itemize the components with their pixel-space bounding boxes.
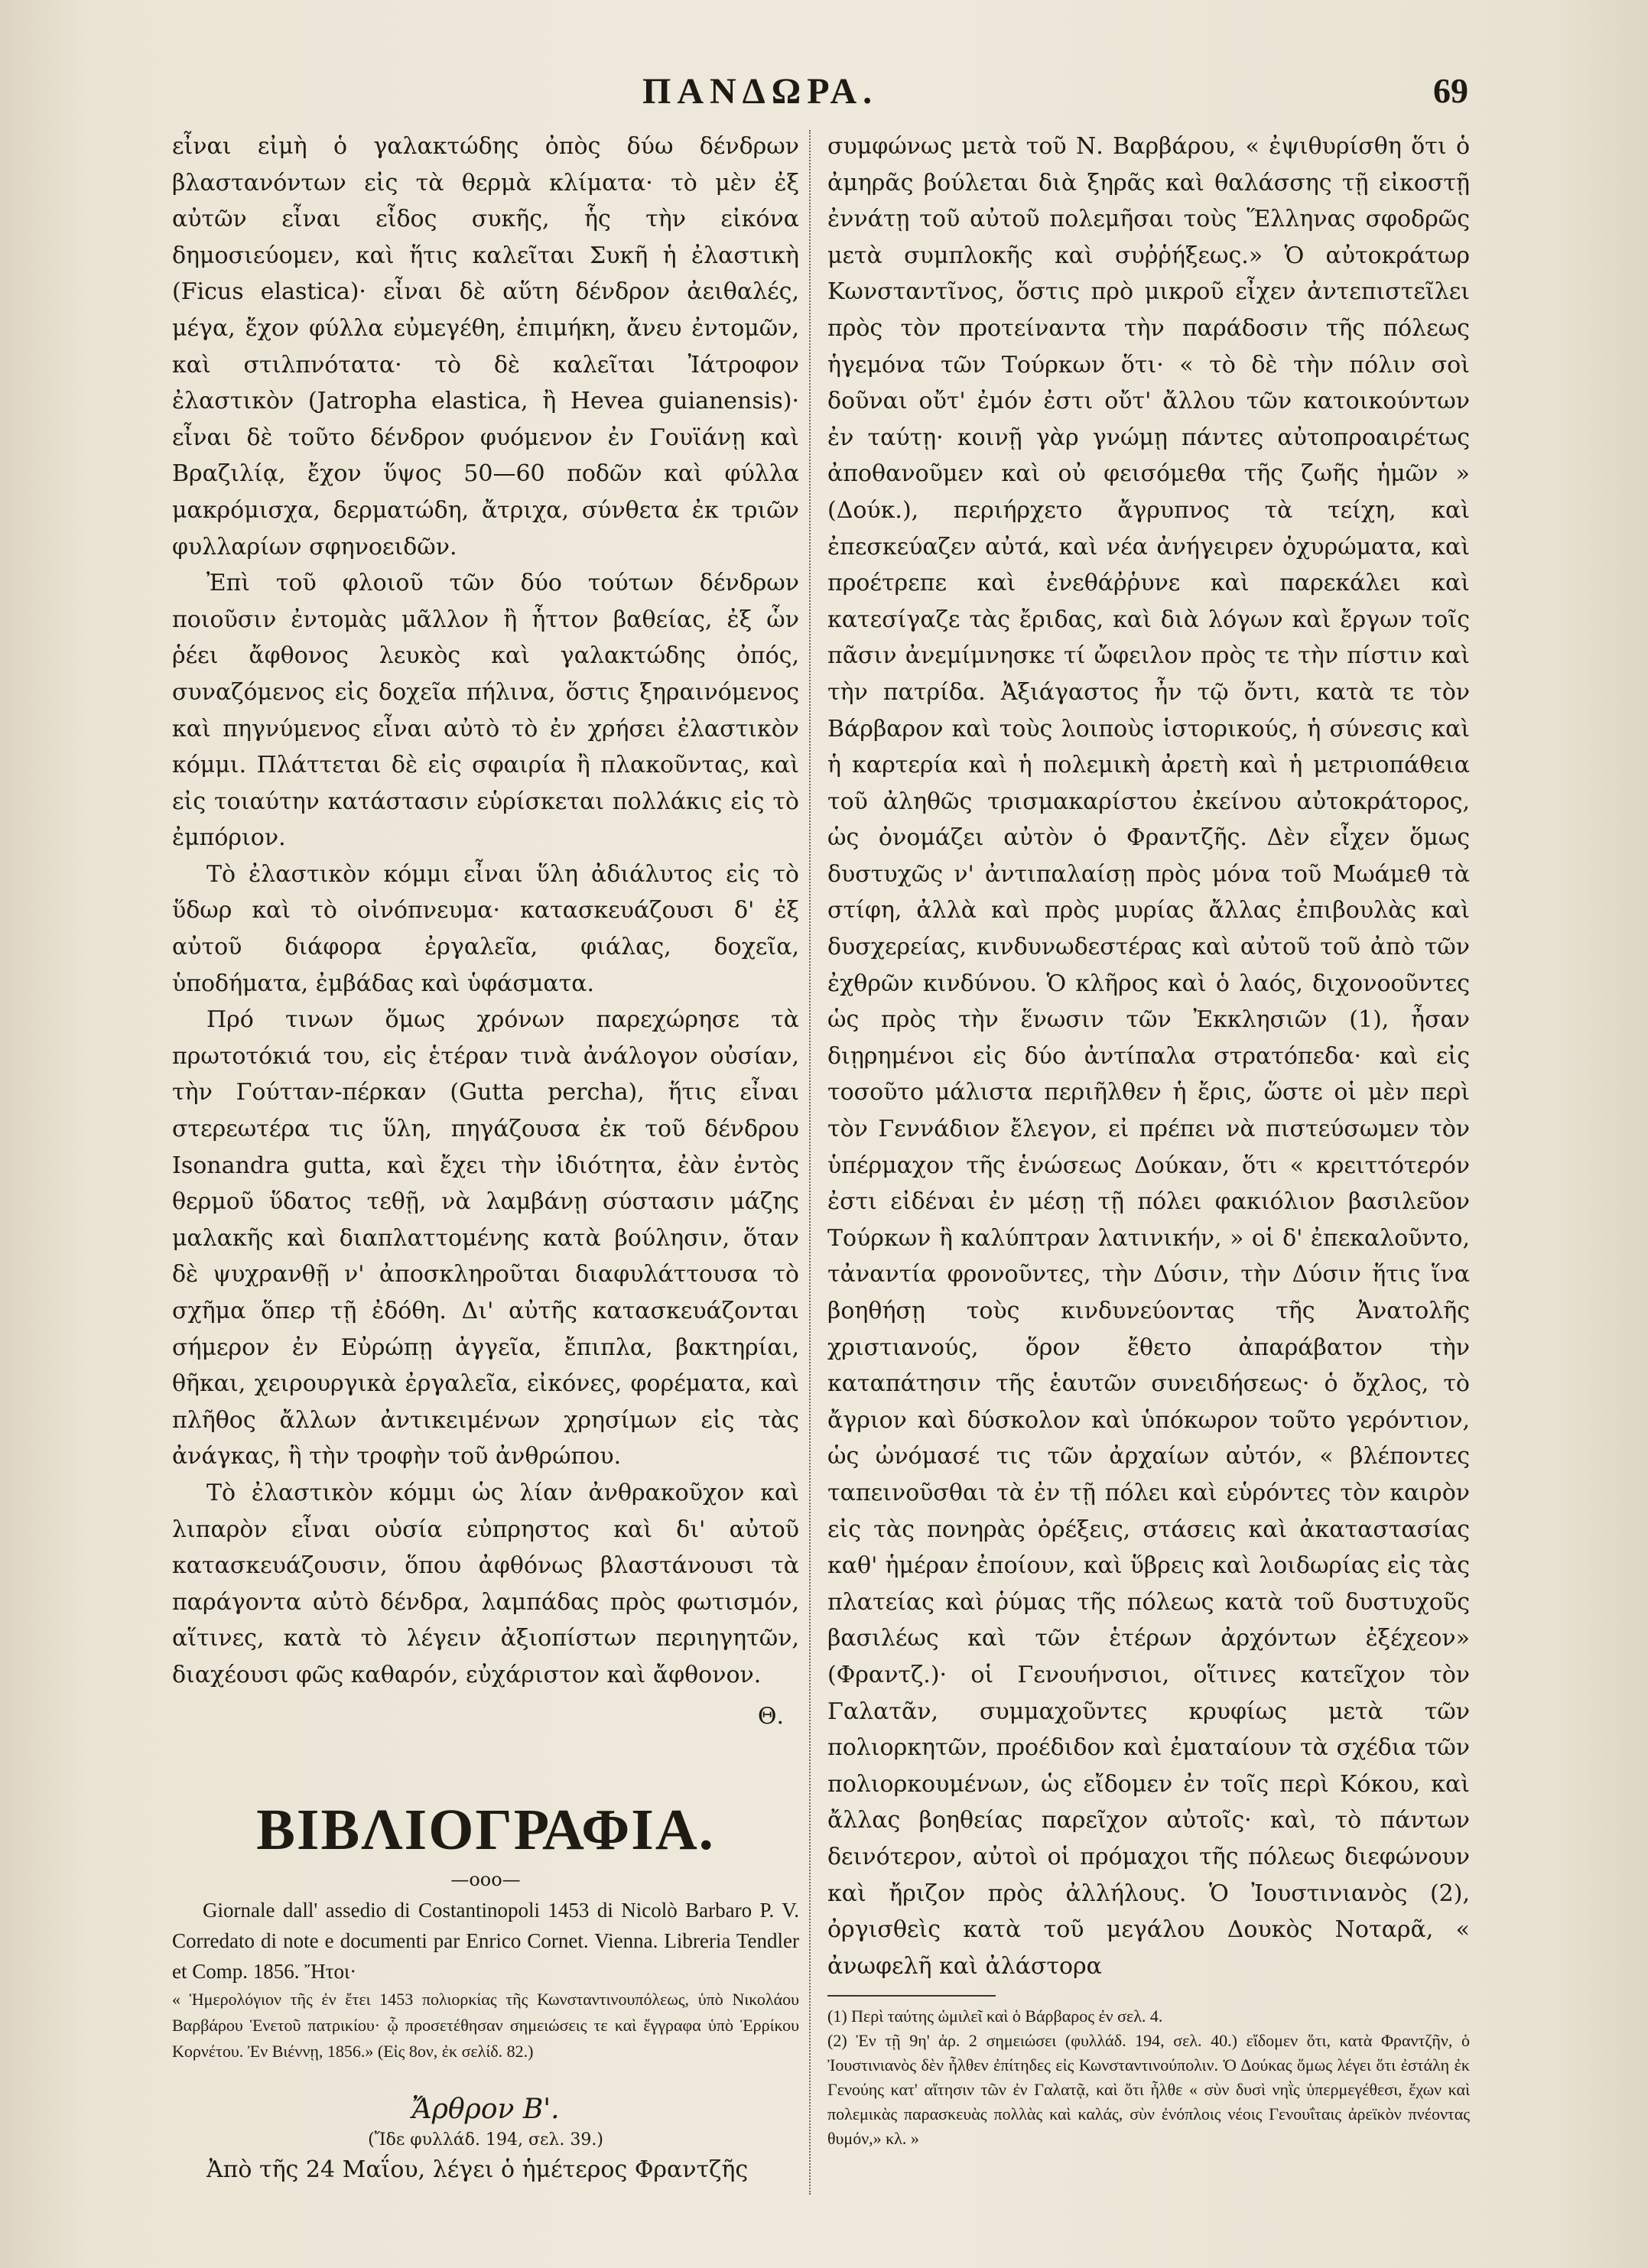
section-heading: ΒΙΒΛΙΟΓΡΑΦΙΑ. bbox=[256, 1798, 715, 1863]
column-divider bbox=[809, 130, 811, 2195]
article-opening: Ἀπὸ τῆς 24 Μαΐου, λέγει ὁ ἡμέτερος Φραντζῆς bbox=[206, 2156, 749, 2184]
ornament-divider: —ooo— bbox=[450, 1869, 521, 1891]
bibliography-entry: Giornale dall' assedio di Costantinopoli 1453 di Nicolò Barbaro P. V. Corredato di note e documenti par Enrico Cornet. Vienna. Libreria Tendler et Comp. 1856. Ἤτοι· bbox=[172, 1899, 799, 1984]
page-number: 69 bbox=[1433, 71, 1468, 110]
article-note: (Ἴδε φυλλάδ. 194, σελ. 39.) bbox=[368, 2130, 603, 2150]
article-paragraph: εἶναι εἰμὴ ὁ γαλακτώδης ὀπὸς δύω δένδρων βλαστανόντων εἰς τὰ θερμὰ κλίματα· τὸ μὲν ἐξ αὐτῶν εἶναι εἶδος συκῆς, ἧς τὴν εἰκόνα δημοσιεύομεν, καὶ ἥτις καλεῖται Συκῆ ἡ ἐλαστικὴ (Ficus elastica)· εἶναι δὲ αὕτη δένδρον ἀειθαλές, μέγα, ἔχον φύλλα εὐμεγέθη, ἐπιμήκη, ἄνευ ἐντομῶν, καὶ στιλπνότατα· τὸ δὲ καλεῖται Ἰάτροφον ἐλαστικὸν (Jatropha elastica, ἢ Hevea guianensis)· εἶναι δὲ τοῦτο δένδρον φυόμενον ἐν Γουϊάνῃ καὶ Βραζιλίᾳ, ἔχον ὕψος 50—60 ποδῶν καὶ φύλλα μακρόμισχα, δερματώδη, ἄτριχα, σύνθετα ἐκ τριῶν φυλλαρίων σφηνοειδῶν. bbox=[172, 133, 799, 561]
running-title: ΠΑΝΔΩΡΑ. bbox=[642, 71, 879, 112]
article-paragraph: Τὸ ἐλαστικὸν κόμμι ὡς λίαν ἀνθρακοῦχον καὶ λιπαρὸν εἶναι οὐσία εὐπρηστος καὶ δι' αὐτοῦ κατασκευάζουσιν, ὅπου ἀφθόνως βλαστάνουσι τὰ παράγοντα αὐτὸ δένδρα, λαμπάδας πρὸς φωτισμόν, αἵτινες, κατὰ τὸ λέγειν ἀξιοπίστων περιηγητῶν, διαχέουσι φῶς καθαρόν, εὐχάριστον καὶ ἄφθονον. bbox=[172, 1479, 799, 1688]
footnote-rule bbox=[827, 1995, 996, 1997]
author-signature: Θ. bbox=[757, 1702, 784, 1730]
article-paragraph: συμφώνως μετὰ τοῦ Ν. Βαρβάρου, « ἐψιθυρίσθη ὅτι ὁ ἀμηρᾶς βούλεται διὰ ξηρᾶς καὶ θαλάσσης τῇ εἰκοστῇ ἐννάτῃ τοῦ αὐτοῦ πολεμῆσαι τοὺς Ἕλληνας σφοδρῶς μετὰ συμπλοκῆς καὶ συῤῥήξεως.» Ὁ αὐτοκράτωρ Κωνσταντῖνος, ὅστις πρὸ μικροῦ εἶχεν ἀντεπιστεῖλει πρὸς τὸν προτείναντα τὴν παράδοσιν τῆς πόλεως ἡγεμόνα τῶν Τούρκων ὅτι· « τὸ δὲ τὴν πόλιν σοὶ δοῦναι οὔτ' ἐμόν ἐστι οὔτ' ἄλλου τῶν κατοικούντων ἐν ταύτῃ· κοινῇ γὰρ γνώμῃ πάντες αὐτοπροαιρέτως ἀποθανοῦμεν καὶ οὐ φεισόμεθα τῆς ζωῆς ἡμῶν » (Δούκ.), περιήρχετο ἄγρυπνος τὰ τείχη, καὶ ἐπεσκεύαζεν αὐτά, καὶ νέα ἀνήγειρεν ὀχυρώματα, καὶ προέτρεπε καὶ ἐνεθάῤῥυνε καὶ παρεκάλει καὶ κατεσίγαζε τὰς ἔριδας, καὶ διὰ λόγων καὶ ἔργων τοῖς πᾶσιν ἀνεμίμνησκε τί ὤφειλον πρὸς τε τὴν πίστιν καὶ τὴν πατρίδα. Ἀξιάγαστος ἦν τῷ ὄντι, κατὰ τε τὸν Βάρβαρον καὶ τοὺς λοιποὺς ἱστορικούς, ἡ σύνεσις καὶ ἡ καρτερία καὶ ἡ πολεμικὴ ἀρετὴ καὶ ἡ μετριοπάθεια τοῦ ἀληθῶς τρισμακαρίστου ἐκείνου αὐτοκράτορος, ὡς ὀνομάζει αὐτὸν ὁ Φραντζῆς. Δὲν εἶχεν ὅμως δυστυχῶς ν' ἀντιπαλαίσῃ πρὸς μόνα τοῦ Μωάμεθ τὰ στίφη, ἀλλὰ καὶ πρὸς μυρίας ἄλλας ἐπιβουλὰς καὶ δυσχερείας, κινδυνωδεστέρας καὶ αὐτοῦ τοῦ ἀπὸ τῶν ἐχθρῶν κινδύνου. Ὁ κλῆρος καὶ ὁ λαός, διχονοοῦντες ὡς πρὸς τὴν ἕνωσιν τῶν Ἐκκλησιῶν (1), ἦσαν διῃρημένοι εἰς δύο ἀντίπαλα στρατόπεδα· καὶ εἰς τοσοῦτο μάλιστα περιῆλθεν ἡ ἔρις, ὥστε οἱ μὲν περὶ τὸν Γεννάδιον ἔλεγον, εἰ πρέπει νὰ πιστεύσωμεν τὸν ὑπέρμαχον τῆς ἑνώσεως Δούκαν, ὅτι « κρειττότερόν ἐστι εἰδέναι ἐν μέσῃ τῇ πόλει φακιόλιον βασιλεῦον Τούρκων ἢ καλύπτραν λατινικήν, » οἱ δ' ἐπεκαλοῦντο, τἀναντία φρονοῦντες, τὴν Δύσιν, τὴν Δύσιν ἥτις ἵνα βοηθήσῃ τοὺς κινδυνεύοντας τῆς Ἀνατολῆς χριστιανούς, ὅρον ἔθετο ἀπαράβατον τὴν καταπάτησιν τῆς ἑαυτῶν συνειδήσεως· ὁ ὄχλος, τὸ ἄγριον καὶ δύσκολον καὶ ὑπόκωρον τοῦτο γερόντιον, ὡς ὠνόμασέ τις τῶν ἀρχαίων αὐτόν, « βλέποντες ταπεινοῦσθαι τὰ ἐν τῇ πόλει καὶ εὑρόντες τὸν καιρὸν εἰς τὰς πονηρὰς ὀρέξεις, στάσεις καὶ ἀκαταστασίας καθ' ἡμέραν ἐποίουν, καὶ ὕβρεις καὶ λοιδωρίας εἰς τὰς πλατείας καὶ ῥύμας τῆς πόλεως κατὰ τοῦ δυστυχοῦς βασιλέως καὶ τῶν ἑτέρων ἀρχόντων ἐξέχεον» (Φραντζ.)· οἱ Γενουήνσιοι, οἵτινες κατεῖχον τὸν Γαλατᾶν, συμμαχοῦντες κρυφίως μετὰ τῶν πολιορκητῶν, προέδιδον καὶ ἐματαίουν τὰ σχέδια τῶν πολιορκουμένων, ὡς εἴδομεν ἐν τοῖς περὶ Κόκου, καὶ ἄλλας βοηθείας παρεῖχον αὐτοῖς· καὶ, τὸ πάντων δεινότερον, αὐτοὶ οἱ πρόμαχοι τῆς πόλεως διεφώνουν καὶ ἤριζον πρὸς ἀλλήλους. Ὁ Ἰουστινιανὸς (2), ὀργισθεὶς κατὰ τοῦ μεγάλου Δουκὸς Νοταρᾶ, « ἀνωφελῆ καὶ ἀλάστορα bbox=[827, 133, 1470, 1980]
article-paragraph: Τὸ ἐλαστικὸν κόμμι εἶναι ὕλη ἀδιάλυτος εἰς τὸ ὕδωρ καὶ τὸ οἰνόπνευμα· κατασκευάζουσι δ' ἐξ αὐτοῦ διάφορα ἐργαλεῖα, φιάλας, δοχεῖα, ὑποδήματα, ἐμβάδας καὶ ὑφάσματα. bbox=[172, 860, 799, 997]
left-column bbox=[172, 128, 799, 2188]
article-paragraph: Ἐπὶ τοῦ φλοιοῦ τῶν δύο τούτων δένδρων ποιοῦσιν ἐντομὰς μᾶλλον ἢ ἧττον βαθείας, ἐξ ὧν ῥέει ἄφθονος λευκὸς καὶ γαλακτώδης ὀπός, συναζόμενος εἰς δοχεῖα πήλινα, ὅστις ξηραινόμενος καὶ πηγνύμενος εἶναι αὐτὸ τὸ ἐν χρήσει ἐλαστικὸν κόμμι. Πλάττεται δὲ εἰς σφαιρία ἢ πλακοῦντας, καὶ εἰς τοιαύτην κατάστασιν εὑρίσκεται πολλάκις εἰς τὸ ἐμπόριον. bbox=[172, 570, 799, 852]
article-title: Ἄρθρον Β'. bbox=[411, 2094, 560, 2126]
footnote-2: (2) Ἐν τῇ 9η' ἀρ. 2 σημειώσει (φυλλάδ. 194, σελ. 40.) εἴδομεν ὅτι, κατὰ Φραντζῆν, ὁ Ἰουστινιανὸς δὲν ἦλθεν ἐπίτηδες εἰς Κωνσταντινούπολιν. Ὁ Δούκας ὅμως λέγει ὅτι ἐστάλη ἐκ Γενούης κατ' αἴτησιν τῶν ἐν Γαλατᾷ, καὶ ὅτι ἦλθε « σὺν δυσὶ νηῒς ὑπερμεγέθεσι, ἔχων καὶ πολεμικὰς παρασκευὰς πολλὰς καὶ καλάς, σὺν ἐνόπλοις νέοις Γενουΐταις ἀρεϊκὸν πνέοντας θυμόν,» κλ. » bbox=[827, 2031, 1470, 2149]
right-column bbox=[827, 128, 1470, 2151]
footnote-1: (1) Περὶ ταύτης ὡμιλεῖ καὶ ὁ Βάρβαρος ἐν σελ. 4. bbox=[827, 2006, 1163, 2026]
page-header bbox=[153, 70, 1468, 116]
bibliography-translation: « Ἡμερολόγιον τῆς ἐν ἔτει 1453 πολιορκίας τῆς Κωνσταντινουπόλεως, ὑπὸ Νικολάου Βαρβάρου Ἑνετοῦ πατρικίου· ᾧ προσετέθησαν σημειώσεις τε καὶ ἔγγραφα ὑπὸ Ἑρρίκου Κορνέτου. Ἐν Βιέννῃ, 1856.» (Εἰς 8ον, ἐκ σελίδ. 82.) bbox=[172, 1990, 799, 2062]
article-paragraph: Πρό τινων ὅμως χρόνων παρεχώρησε τὰ πρωτοτόκιά του, εἰς ἑτέραν τινὰ ἀνάλογον οὐσίαν, τὴν Γούτταν-πέρκαν (Gutta percha), ἥτις εἶναι στερεωτέρα τις ὕλη, πηγάζουσα ἐκ τοῦ δένδρου Isonandra gutta, καὶ ἔχει τὴν ἰδιότητα, ἐὰν ἐντὸς θερμοῦ ὕδατος τεθῇ, νὰ λαμβάνῃ σύστασιν μάζης μαλακῆς καὶ διαπλαττομένης κατὰ βούλησιν, ὅταν δὲ ψυχρανθῇ ν' ἀποσκληροῦται διαφυλάττουσα τὸ σχῆμα ὅπερ τῇ ἐδόθη. Δι' αὐτῆς κατασκευάζονται σήμερον ἐν Εὐρώπῃ ἀγγεῖα, ἔπιπλα, βακτηρίαι, θῆκαι, χειρουργικὰ ἐργαλεῖα, εἰκόνες, φορέματα, καὶ πλῆθος ἄλλων ἀντικειμένων χρησίμων εἰς τὰς ἀνάγκας, ἢ τὴν τροφὴν τοῦ ἀνθρώπου. bbox=[172, 1006, 799, 1470]
